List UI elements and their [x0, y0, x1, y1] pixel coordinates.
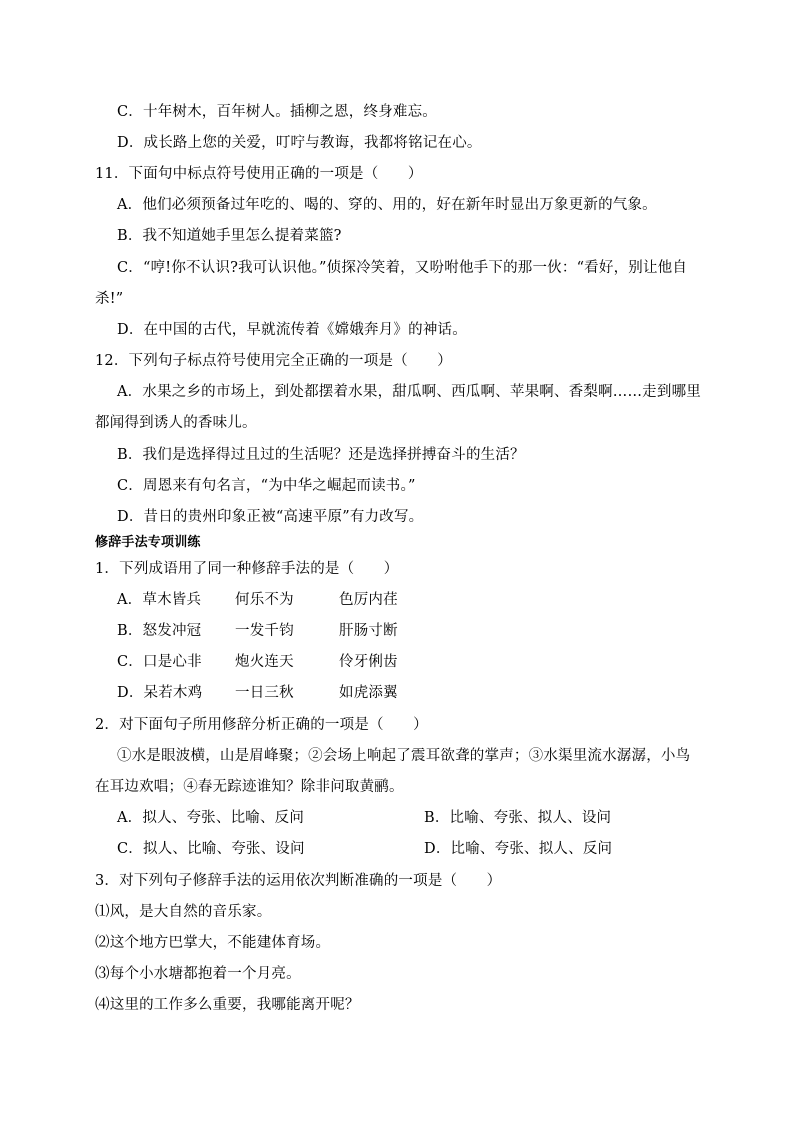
q12-option-c: C．周恩来有句名言，“为中华之崛起而读书。” — [117, 478, 416, 494]
r2-option-b: B．比喻、夸张、拟人、设问 — [424, 810, 612, 826]
r1-row-c — [117, 652, 398, 672]
r2-options-row1 — [117, 808, 304, 828]
r3-stem: 3．对下列句子修辞手法的运用依次判断准确的一项是（ ） — [95, 873, 502, 889]
r1-row-d — [117, 683, 398, 703]
r1-row-b-word2: 一发千钧 — [235, 623, 294, 639]
q12-option-a-line2: 都闻得到诱人的香味儿。 — [95, 415, 257, 431]
r2-options-row2 — [117, 839, 305, 859]
r1-stem: 1．下列成语用了同一种修辞手法的是（ ） — [95, 561, 399, 577]
r1-row-a-word3: 色厉内荏 — [339, 592, 398, 608]
q11-option-c-line2: 杀!” — [95, 291, 124, 307]
r2-option-d: D．比喻、夸张、拟人、反问 — [424, 841, 613, 857]
r3-item-4: ⑷这里的工作多么重要，我哪能离开呢？ — [95, 997, 360, 1013]
r3-item-1: ⑴风，是大自然的音乐家。 — [95, 904, 272, 920]
r1-row-a-word2: 何乐不为 — [235, 592, 294, 608]
r1-row-a — [117, 590, 398, 610]
r1-row-d-word2: 一日三秋 — [235, 685, 294, 701]
r1-row-a-word1: A．草木皆兵 — [117, 592, 202, 608]
q12-option-a-line1: A．水果之乡的市场上，到处都摆着水果，甜瓜啊、西瓜啊、苹果啊、香梨啊……走到哪里 — [117, 384, 701, 400]
r2-stem: 2．对下面句子所用修辞分析正确的一项是（ ） — [95, 717, 428, 733]
r1-row-c-word1: C．口是心非 — [117, 654, 202, 670]
q12-option-d: D．昔日的贵州印象正被“高速平原”有力改写。 — [117, 509, 424, 525]
r1-row-b-word3: 肝肠寸断 — [339, 623, 398, 639]
q10-option-c: C．十年树木，百年树人。插柳之恩，终身难忘。 — [117, 104, 437, 120]
r3-item-3: ⑶每个小水塘都抱着一个月亮。 — [95, 966, 301, 982]
q11-option-d: D．在中国的古代，早就流传着《嫦娥奔月》的神话。 — [117, 322, 467, 338]
r1-row-c-word2: 炮火连天 — [235, 654, 294, 670]
r2-option-a: A．拟人、夸张、比喻、反问 — [117, 810, 305, 826]
r1-row-b — [117, 621, 398, 641]
r2-text-line2: 在耳边欢唱；④春无踪迹谁知？除非问取黄鹂。 — [95, 779, 404, 795]
r3-item-2: ⑵这个地方巴掌大，不能建体育场。 — [95, 935, 331, 951]
section-title: 修辞手法专项训练 — [95, 535, 201, 550]
r1-row-b-word1: B．怒发冲冠 — [117, 623, 202, 639]
r1-row-d-word3: 如虎添翼 — [339, 685, 398, 701]
q11-option-a: A．他们必须预备过年吃的、喝的、穿的、用的，好在新年时显出万象更新的气象。 — [117, 197, 657, 213]
r1-row-c-word3: 伶牙俐齿 — [339, 654, 398, 670]
q11-option-b: B．我不知道她手里怎么提着菜篮? — [117, 228, 342, 244]
q11-option-c-line1: C．“哼!你不认识?我可认识他。”侦探冷笑着，又吩咐他手下的那一伙：“看好，别让他自 — [117, 260, 688, 276]
r2-text-line1: ①水是眼波横，山是眉峰聚；②会场上响起了震耳欲聋的掌声；③水渠里流水潺潺，小鸟 — [117, 748, 691, 764]
q12-stem: 12．下列句子标点符号使用完全正确的一项是（ ） — [95, 353, 452, 369]
q11-stem: 11．下面句中标点符号使用正确的一项是（ ） — [95, 166, 423, 182]
q10-option-d: D．成长路上您的关爱，叮咛与教诲，我都将铭记在心。 — [117, 135, 482, 151]
r2-option-c: C．拟人、比喻、夸张、设问 — [117, 841, 305, 857]
r1-row-d-word1: D．呆若木鸡 — [117, 685, 203, 701]
q12-option-b: B．我们是选择得过且过的生活呢？还是选择拼搏奋斗的生活？ — [117, 447, 525, 463]
